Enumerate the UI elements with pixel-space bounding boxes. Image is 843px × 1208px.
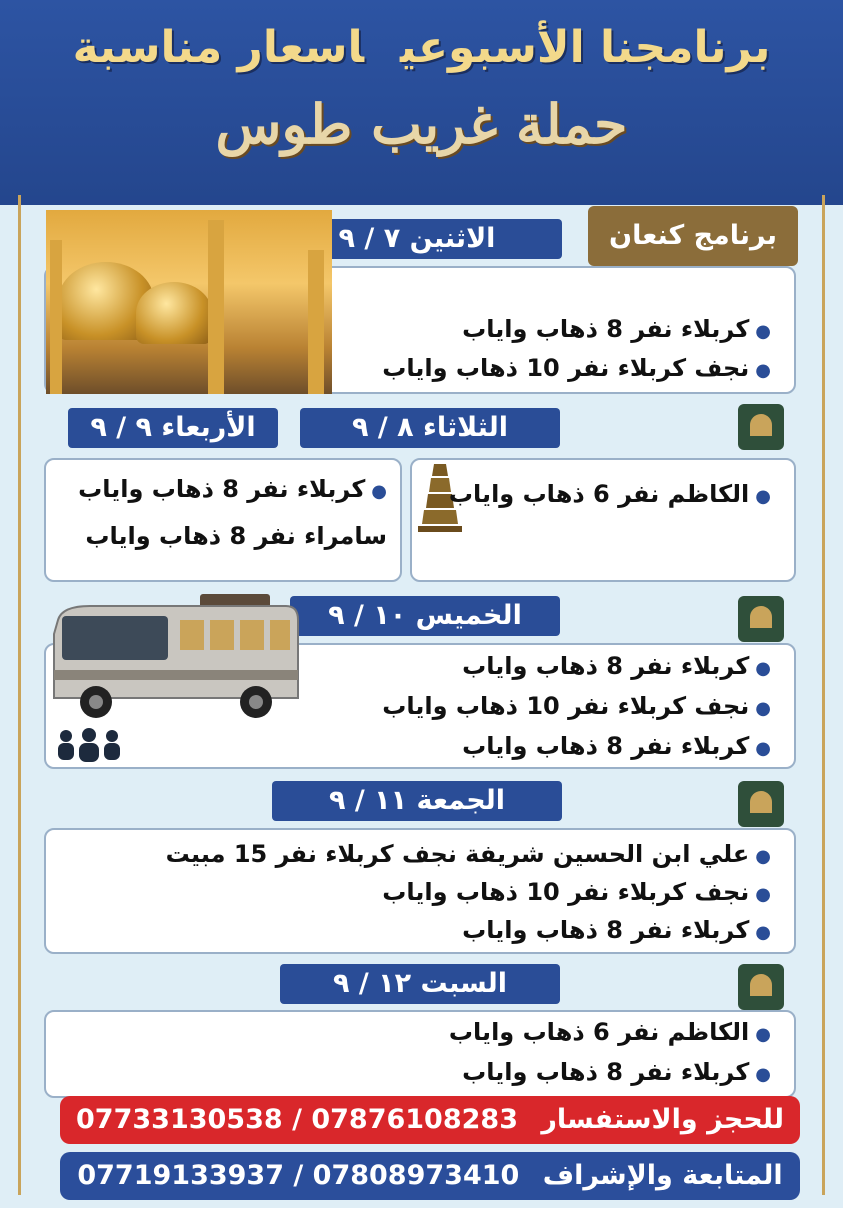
list-item: ●الكاظم نفر 6 ذهاب واياب [448,480,771,508]
booking-label: للحجز والاستفسار [541,1104,784,1135]
list-item: ●كربلاء نفر 8 ذهاب واياب [462,315,771,343]
bullet-icon: ● [755,321,771,342]
booking-banner [60,1096,800,1144]
minaret-3 [50,240,62,394]
mosque-icon [738,964,784,1010]
list-item: ●كربلاء نفر 8 ذهاب واياب [462,652,771,680]
bullet-icon: ● [755,698,771,719]
list-item: ●علي ابن الحسين شريفة نجف كربلاء نفر 15 مبيت [165,840,771,868]
dome-right [136,282,212,344]
bullet-icon: ● [755,486,771,507]
day-label-saturday: السبت ١٢ / ٩ [280,964,560,1004]
bullet-icon: ● [755,658,771,679]
booking-numbers: 07733130538 / 07876108283 [76,1104,518,1135]
bullet-icon: ● [755,738,771,759]
list-item: ●نجف كربلاء نفر 10 ذهاب واياب [382,692,771,720]
list-item: ●كربلاء نفر 8 ذهاب واياب [462,916,771,944]
bullet-icon: ● [755,1064,771,1085]
minaret-1 [208,220,224,394]
day-label-friday: الجمعة ١١ / ٩ [272,781,562,821]
campaign-name: حملة غريب طوس [215,92,628,156]
followup-label: المتابعة والإشراف [542,1160,783,1191]
list-item: ●كربلاء نفر 8 ذهاب واياب [78,475,387,503]
list-item: ●نجف كربلاء نفر 10 ذهاب واياب [382,878,771,906]
minaret-2 [308,250,324,394]
mosque-icon [738,404,784,450]
mosque-icon [738,596,784,642]
day-label-tuesday: الثلاثاء ٨ / ٩ [300,408,560,448]
list-item: ●كربلاء نفر 8 ذهاب واياب [462,1058,771,1086]
bullet-icon: ● [755,922,771,943]
title-weekly-program: برنامجنا الأسبوعي [400,22,771,73]
day-label-monday: الاثنين ٧ / ٩ [272,219,562,259]
bus-image [40,590,302,730]
program-label: برنامج كنعان [588,206,798,266]
bullet-icon: ● [755,1024,771,1045]
bullet-icon: ● [755,846,771,867]
list-item: ●نجف كربلاء نفر 10 ذهاب واياب [382,354,771,382]
list-item: ●كربلاء نفر 8 ذهاب واياب [462,732,771,760]
day-label-wednesday: الأربعاء ٩ / ٩ [68,408,278,448]
header-title [0,22,843,73]
list-item: سامراء نفر 8 ذهاب واياب [85,522,387,550]
followup-numbers: 07719133937 / 07808973410 [77,1160,520,1191]
mosque-icon [738,781,784,827]
bullet-icon: ● [371,481,387,502]
list-item: ●الكاظم نفر 6 ذهاب واياب [448,1018,771,1046]
followup-banner [60,1152,800,1200]
day-box-tuesday [410,458,796,582]
bullet-icon: ● [755,360,771,381]
title-good-prices: اسعار مناسبة [72,22,365,73]
day-label-thursday: الخميس ١٠ / ٩ [290,596,560,636]
people-icon [54,728,124,762]
bullet-icon: ● [755,884,771,905]
shrine-photo [46,210,332,394]
